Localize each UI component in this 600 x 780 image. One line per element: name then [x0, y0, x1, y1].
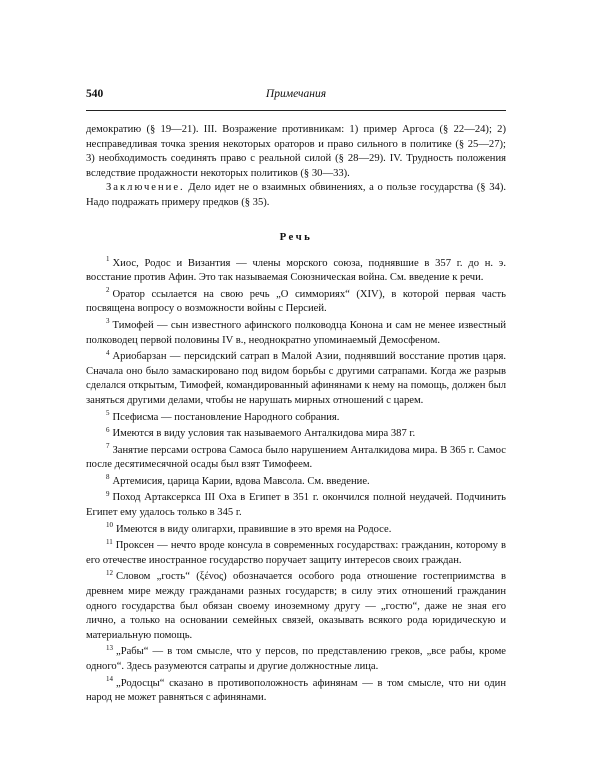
note-number: 8 [106, 473, 110, 482]
note-14 [86, 677, 506, 706]
note-number: 7 [106, 442, 110, 451]
note-5 [86, 408, 506, 426]
note-number: 4 [106, 348, 110, 357]
document-page [86, 88, 506, 708]
running-header [86, 88, 506, 111]
note-text: Имеются в виду олигархи, правившие в это время на Родосе. [116, 523, 392, 535]
note-number: 3 [106, 317, 110, 326]
note-text: Артемисия, царица Карии, вдова Мавсола. См. введение. [112, 475, 370, 487]
note-number: 12 [106, 568, 113, 577]
page-number: 540 [86, 88, 104, 100]
intro-paragraph: демократию (§ 19—21). III. Возражение противникам: 1) пример Аргоса (§ 22—24); 2) несправедливая точка зрения некоторых ораторов и право сильного в политике (§ 25—27); 3) необходимость соединять право с реальной силой (§ 28—29). IV. Трудность положения вследствие продажности некоторых политиков (§ 30—33). [86, 124, 506, 179]
conclusion-label: Заключение. [106, 182, 185, 194]
note-text: Псефисма — постановление Народного собрания. [112, 411, 340, 423]
running-title: Примечания [265, 88, 327, 100]
note-8 [86, 475, 506, 490]
note-number: 6 [106, 425, 110, 434]
note-text: Ариобарзан — персидский сатрап в Малой Азии, поднявший восстание против царя. Сначала оно было замаскировано под видом борьбы с другими сатрапами. Когда же разрыв сделался открытым, Тимофей, командированный афинянами к нему на помощь, должен был заняться другими делами, чтобы не нарушать мирных отношений с царем. [86, 351, 506, 406]
note-9 [86, 491, 506, 520]
note-7 [86, 444, 506, 473]
note-number: 1 [106, 255, 110, 264]
note-number: 2 [106, 286, 110, 295]
note-text: Имеются в виду условия так называемого Анталкидова мира 387 г. [112, 428, 416, 440]
conclusion-paragraph [86, 181, 506, 210]
note-3 [86, 319, 506, 348]
note-12 [86, 570, 506, 643]
note-number: 9 [106, 489, 110, 498]
note-number: 11 [106, 537, 113, 546]
note-2 [86, 288, 506, 317]
note-text: Поход Артаксеркса III Оха в Египет в 351 г. окончился полной неудачей. Подчинить Египет ему удалось только в 345 г. [86, 492, 506, 519]
note-4 [86, 350, 506, 408]
note-text: Занятие персами острова Самоса было нарушением Анталкидова мира. В 365 г. Самос после десятимесячной осады был взят Тимофеем. [86, 444, 506, 471]
note-text: Тимофей — сын известного афинского полководца Конона и сам не менее известный полководец первой половины IV в., неоднократно упоминаемый Демосфеном. [86, 319, 506, 346]
note-number: 10 [106, 521, 113, 530]
note-text: „Рабы“ — в том смысле, что у персов, по представлению греков, „все рабы, кроме одного“. Здесь разумеются сатрапы и другие должностные лица. [86, 646, 506, 672]
note-6 [86, 427, 506, 442]
note-text: Оратор ссылается на свою речь „О симмориях“ (XIV), в которой первая часть посвящена вопросу о возможности войны с Персией. [86, 288, 506, 315]
note-text: Проксен — нечто вроде консула в современных государствах: гражданин, которому в его отечестве иностранное государство поручает защиту интересов своих граждан. [86, 540, 506, 566]
note-13 [86, 645, 506, 674]
note-11 [86, 539, 506, 568]
note-text: „Родосцы“ сказано в противоположность афинянам — в том смысле, что ни один народ не может равняться с афинянами. [86, 677, 506, 704]
conclusion-text: Дело идет не о взаимных обвинениях, а о пользе государства (§ 34). Надо подражать примеру предков (§ 35). [86, 182, 506, 208]
notes-list [86, 257, 506, 706]
note-1 [86, 257, 506, 286]
note-number: 5 [106, 408, 110, 417]
note-number: 13 [106, 643, 113, 652]
note-10 [86, 523, 506, 538]
section-title: Речь [279, 230, 313, 243]
note-number: 14 [106, 675, 113, 684]
note-text: Хиос, Родос и Византия — члены морского союза, поднявшие в 357 г. до н. э. восстание против Афин. Это так называемая Союзническая война. См. введение к речи. [86, 257, 506, 284]
note-text: Словом „гость“ (ξένος) обозначается особого рода отношение гостеприимства в древнем мире между гражданами разных государств; в силу этих отношений гражданин одного государства был обязан своему иноземному другу — „гостю“, даже не зная его лично, а только на основании семейных связей, оказывать всякого рода юридическую и материальную помощь. [86, 571, 506, 641]
